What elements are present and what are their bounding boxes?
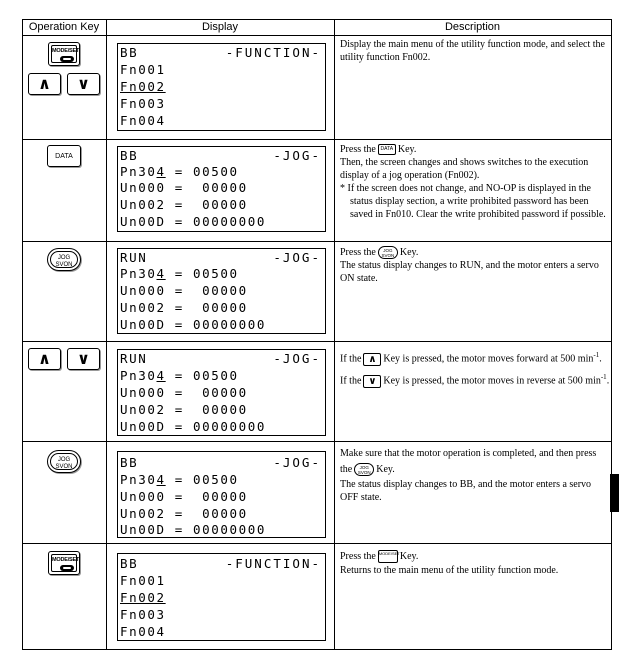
svon-label: SVON — [357, 470, 371, 476]
display-status: BB — [120, 455, 139, 470]
jog-label: JOG — [383, 248, 393, 254]
section-thumb-tab — [610, 474, 619, 512]
jog-son-key-label — [51, 255, 77, 269]
display-line: Un00D = 00000000 — [120, 317, 267, 332]
display-mode: -JOG- — [273, 455, 321, 470]
mode-set-key-label: MODE/SET — [52, 48, 80, 54]
row-divider — [22, 341, 612, 342]
display-status: BB — [120, 556, 139, 571]
svon-label: SVON — [55, 464, 73, 470]
description-text: . — [606, 375, 610, 387]
description-text: Key. — [376, 464, 395, 475]
display-line: Fn001 — [120, 62, 166, 77]
description-text: Key is pressed, the motor moves forward at 500 min — [383, 353, 594, 365]
col-divider — [611, 19, 612, 650]
data-key-label: DATA — [55, 153, 73, 160]
display-panel — [117, 553, 326, 641]
display-line: Pn304 = 00500 — [120, 472, 239, 487]
table-border-bottom — [22, 649, 612, 650]
display-line: Un00D = 00000000 — [120, 419, 267, 434]
description-text: The status display changes to RUN, and the motor enters a servo ON state. — [340, 260, 599, 285]
svon-label: SVON — [55, 262, 73, 268]
display-line: Un000 = 00000 — [120, 385, 248, 400]
jog-label: JOG — [359, 465, 369, 471]
header-operation-key: Operation Key — [28, 21, 100, 33]
description-text: . — [599, 353, 602, 365]
description-text: Press the — [340, 551, 376, 562]
jog-son-key-icon — [47, 450, 81, 473]
display-line: Fn004 — [120, 624, 166, 639]
row-divider — [22, 441, 612, 442]
jog-son-key-label — [51, 457, 77, 471]
description-text: Then, the screen changes and shows switches to the execution display of a jog operation (Fn002). — [340, 157, 589, 181]
header-description: Description — [444, 21, 501, 33]
display-line: Un002 = 00000 — [120, 197, 248, 212]
header-rule — [22, 35, 612, 36]
description-text — [340, 246, 610, 259]
up-arrow-key-inline-icon: ∧ — [363, 353, 381, 366]
unit-superscript: -1 — [593, 351, 600, 359]
display-line: Fn003 — [120, 607, 166, 622]
display-line: Fn001 — [120, 573, 166, 588]
row-description — [340, 38, 610, 64]
description-text — [340, 549, 610, 564]
col-divider — [334, 19, 335, 650]
data-key-inline-icon: DATA — [378, 144, 396, 155]
description-text — [340, 143, 610, 156]
row-description — [340, 143, 610, 221]
down-arrow-key-icon — [67, 73, 100, 95]
display-panel — [117, 43, 326, 131]
jog-son-key-icon — [47, 248, 81, 271]
description-text: The status display changes to BB, and the motor enters a servo OFF state. — [340, 479, 592, 503]
display-panel — [117, 349, 326, 436]
down-arrow-key-icon — [67, 348, 100, 370]
row-divider — [22, 139, 612, 140]
jog-label: JOG — [57, 255, 71, 261]
jog-son-key-inline-icon — [354, 463, 374, 476]
display-mode: -FUNCTION- — [225, 45, 321, 60]
description-text — [340, 446, 610, 478]
row-description — [340, 446, 610, 504]
data-key-icon — [47, 145, 81, 167]
mode-set-key-icon — [48, 42, 80, 66]
display-panel — [117, 146, 326, 232]
row-description — [340, 347, 610, 390]
description-text: Returns to the main menu of the utility function mode. — [340, 565, 559, 576]
display-line: Un002 = 00000 — [120, 506, 248, 521]
description-text — [340, 369, 610, 389]
description-text: Make sure that the motor operation is completed, and then press the — [340, 448, 597, 475]
display-status: BB — [120, 148, 139, 163]
jog-son-key-inline-icon — [378, 246, 398, 259]
description-text: Key is pressed, the motor moves in reverse at 500 min — [383, 375, 601, 387]
display-line: Un002 = 00000 — [120, 402, 248, 417]
description-note: * If the screen does not change, and NO-OP is displayed in the status display section, a write prohibited password has been saved in Fn010. Clear the write prohibited password if possible. — [340, 183, 606, 220]
row-divider — [22, 543, 612, 544]
display-mode: -FUNCTION- — [225, 556, 321, 571]
display-line: Un00D = 00000000 — [120, 214, 267, 229]
row-divider — [22, 241, 612, 242]
display-status: BB — [120, 45, 139, 60]
display-mode: -JOG- — [273, 250, 321, 265]
down-arrow-glyph: ∨ — [77, 74, 90, 93]
description-text — [340, 347, 610, 367]
col-divider — [106, 19, 107, 650]
display-line: Pn304 = 00500 — [120, 266, 239, 281]
mode-set-key-icon — [48, 551, 80, 575]
display-line: Un00D = 00000000 — [120, 522, 267, 537]
down-arrow-glyph: ∨ — [77, 349, 90, 368]
description-text: Display the main menu of the utility function mode, and select the utility function Fn002. — [340, 39, 605, 63]
description-text: Press the — [340, 247, 376, 258]
display-panel — [117, 451, 326, 538]
description-text: Key. — [399, 551, 419, 562]
display-status: RUN — [120, 250, 148, 265]
description-text: Key. — [397, 144, 417, 155]
display-line: Un000 = 00000 — [120, 489, 248, 504]
display-line: Fn003 — [120, 96, 166, 111]
display-status: RUN — [120, 351, 148, 366]
description-text: Press the — [340, 144, 376, 155]
display-panel — [117, 248, 326, 334]
display-line: Un002 = 00000 — [120, 300, 248, 315]
jog-label: JOG — [57, 457, 71, 463]
mode-set-key-inline-icon: MODE/SET — [378, 550, 398, 563]
display-line-selected: Fn002 — [120, 590, 166, 605]
description-text: Key. — [399, 247, 419, 258]
col-divider — [22, 19, 23, 650]
display-mode: -JOG- — [273, 351, 321, 366]
up-arrow-glyph: ∧ — [38, 74, 51, 93]
svon-label: SVON — [381, 253, 395, 259]
up-arrow-key-icon — [28, 348, 61, 370]
display-line: Un000 = 00000 — [120, 180, 248, 195]
up-arrow-key-icon — [28, 73, 61, 95]
loop-arrow-icon — [60, 56, 74, 62]
display-mode: -JOG- — [273, 148, 321, 163]
down-arrow-key-inline-icon: ∨ — [363, 375, 381, 388]
mode-set-key-label: MODE/SET — [52, 557, 80, 563]
display-line: Un000 = 00000 — [120, 283, 248, 298]
up-arrow-glyph: ∧ — [38, 349, 51, 368]
description-text: If the — [340, 353, 362, 365]
display-line: Fn004 — [120, 113, 166, 128]
display-line: Pn304 = 00500 — [120, 164, 239, 179]
unit-superscript: -1 — [600, 373, 607, 382]
header-display: Display — [201, 21, 239, 33]
row-description — [340, 549, 610, 577]
display-line-selected: Fn002 — [120, 79, 166, 94]
row-description — [340, 246, 610, 285]
description-text: If the — [340, 375, 362, 387]
loop-arrow-icon — [60, 565, 74, 571]
display-line: Pn304 = 00500 — [120, 368, 239, 383]
